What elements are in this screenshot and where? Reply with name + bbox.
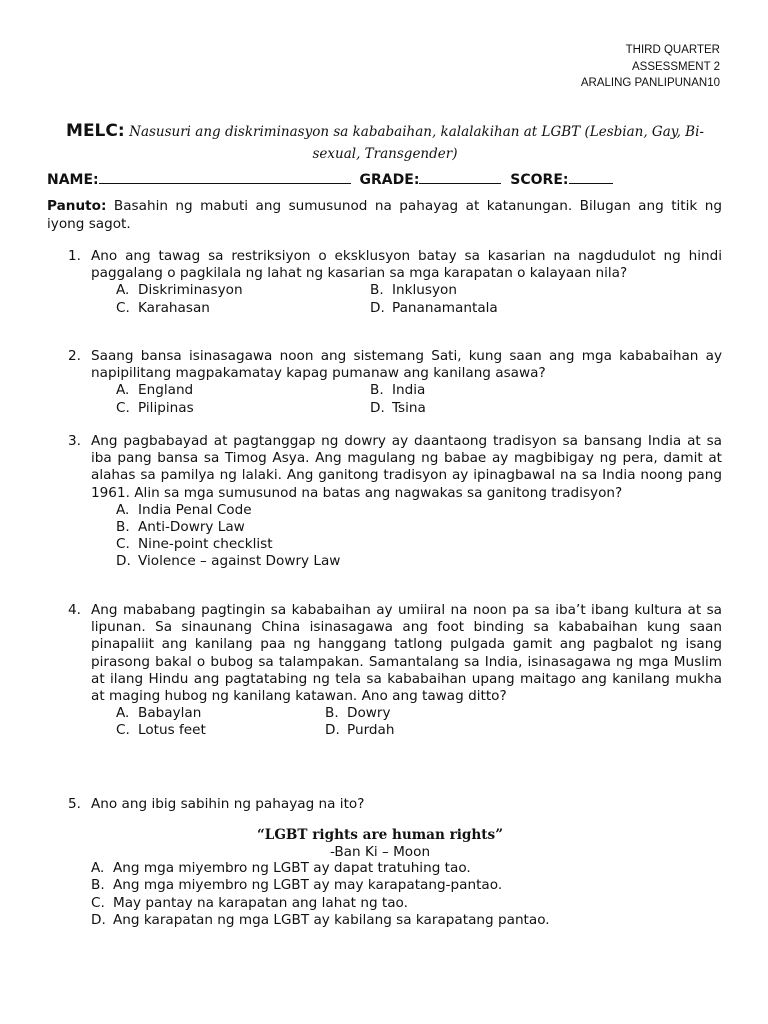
instructions-label: Panuto: — [47, 198, 107, 214]
choice-b[interactable]: B. Ang mga miyembro ng LGBT ay may karapatang-pantao. — [91, 877, 503, 894]
document-header — [581, 42, 720, 92]
choice-c[interactable]: C. May pantay na karapatan ang lahat ng tao. — [91, 894, 408, 911]
choice-d[interactable]: D. Ang karapatan ng mga LGBT ay kabilang sa karapatang pantao. — [91, 911, 550, 928]
melc-statement — [50, 120, 720, 165]
question-text: Saang bansa isinasagawa noon ang sistemang Sati, kung saan ang mga kababaihan ay napipilitang magpakamatay kapag pumanaw ang kanilang asawa? — [91, 348, 722, 382]
choice-b[interactable]: B. India — [370, 382, 426, 399]
question-number: 4. — [68, 602, 81, 618]
grade-blank[interactable] — [419, 170, 501, 184]
question-text: Ano ang tawag sa restriksiyon o eksklusyon batay sa kasarian na nagdudulot ng hindi paggalang o pagkilala ng lahat ng kasarian sa mga karapatan o kalayaan nila? — [91, 248, 722, 282]
assessment-label: ASSESSMENT 2 — [632, 60, 720, 73]
melc-label: MELC: — [66, 121, 125, 141]
choice-a[interactable]: A. Ang mga miyembro ng LGBT ay dapat tratuhing tao. — [91, 860, 471, 877]
choice-b[interactable]: B. Dowry — [325, 705, 391, 722]
quote-author: -Ban Ki – Moon — [329, 844, 431, 861]
instructions — [47, 197, 722, 233]
choice-d[interactable]: D. Violence – against Dowry Law — [116, 553, 341, 570]
question-1 — [68, 248, 722, 317]
choices — [116, 502, 722, 571]
choices — [116, 705, 722, 739]
choice-a[interactable]: A. Diskriminasyon — [116, 282, 243, 299]
choice-c[interactable]: C. Lotus feet — [116, 722, 206, 739]
question-4 — [68, 602, 722, 740]
name-blank[interactable] — [99, 170, 351, 184]
choice-d[interactable]: D. Tsina — [370, 399, 426, 416]
choices — [91, 860, 722, 929]
choice-d[interactable]: D. Purdah — [325, 722, 395, 739]
melc-text: Nasusuri ang diskriminasyon sa kababaihan, kalalakihan at LGBT (Lesbian, Gay, Bi-sexual, Transgender) — [129, 124, 704, 162]
question-3 — [68, 433, 722, 571]
question-text: Ang mababang pagtingin sa kababaihan ay umiiral na noon pa sa iba’t ibang kultura at sa lipunan. Sa sinaunang China isinasagawa ang foot binding sa kababaihan kung saan pinapaliit ang kanilang paa ng hanggang tatlong pulgada gamit ang pagbalot ng isang pirasong bakal o bubog sa talampakan. Samantalang sa India, isinasagawa ng mga Muslim at ilang Hindu ang pagtatabing ng tela sa kababaihan upang maitago ang kanilang mukha at maging hubog ng kanilang katawan. Ano ang tawag ditto? — [91, 602, 722, 705]
choice-a[interactable]: A. England — [116, 382, 194, 399]
choice-c[interactable]: C. Pilipinas — [116, 399, 194, 416]
score-label: SCORE: — [510, 172, 569, 188]
instructions-text: Basahin ng mabuti ang sumusunod na pahayag at katanungan. Bilugan ang titik ng iyong sagot. — [47, 198, 723, 232]
question-number: 2. — [68, 348, 81, 364]
choice-c[interactable]: C. Nine-point checklist — [116, 536, 273, 553]
choices — [116, 282, 722, 316]
grade-label: GRADE: — [359, 172, 420, 188]
quote-text: “LGBT rights are human rights” — [256, 827, 504, 844]
choice-a[interactable]: A. India Penal Code — [116, 501, 252, 518]
choice-b[interactable]: B. Anti-Dowry Law — [116, 519, 245, 536]
question-number: 1. — [68, 248, 81, 264]
subject-label: ARALING PANLIPUNAN10 — [580, 77, 720, 89]
question-text: Ano ang ibig sabihin ng pahayag na ito? — [91, 796, 365, 812]
quarter-label: THIRD QUARTER — [625, 44, 720, 56]
question-text: Ang pagbabayad at pagtanggap ng dowry ay daantaong tradisyon sa bansang India at sa iba pang bansa sa Timog Asya. Ang magulang ng babae ay magbibigay ng pera, damit at alahas sa pamilya ng lalaki. Ang ganitong tradisyon ay ipinagbawal na sa India noong pang 1961. Alin sa mga sumusunod na batas ang nagwakas sa ganitong tradisyon? — [91, 433, 722, 501]
name-label: NAME: — [47, 172, 99, 188]
choice-c[interactable]: C. Karahasan — [116, 299, 210, 316]
question-number: 5. — [68, 796, 81, 812]
question-2 — [68, 348, 722, 417]
student-id-line — [47, 170, 727, 188]
score-blank[interactable] — [569, 170, 613, 184]
question-5 — [68, 796, 722, 929]
choice-a[interactable]: A. Babaylan — [116, 705, 202, 722]
choices — [116, 382, 722, 416]
question-number: 3. — [68, 433, 81, 449]
choice-b[interactable]: B. Inklusyon — [370, 282, 457, 299]
choice-d[interactable]: D. Pananamantala — [370, 299, 498, 316]
